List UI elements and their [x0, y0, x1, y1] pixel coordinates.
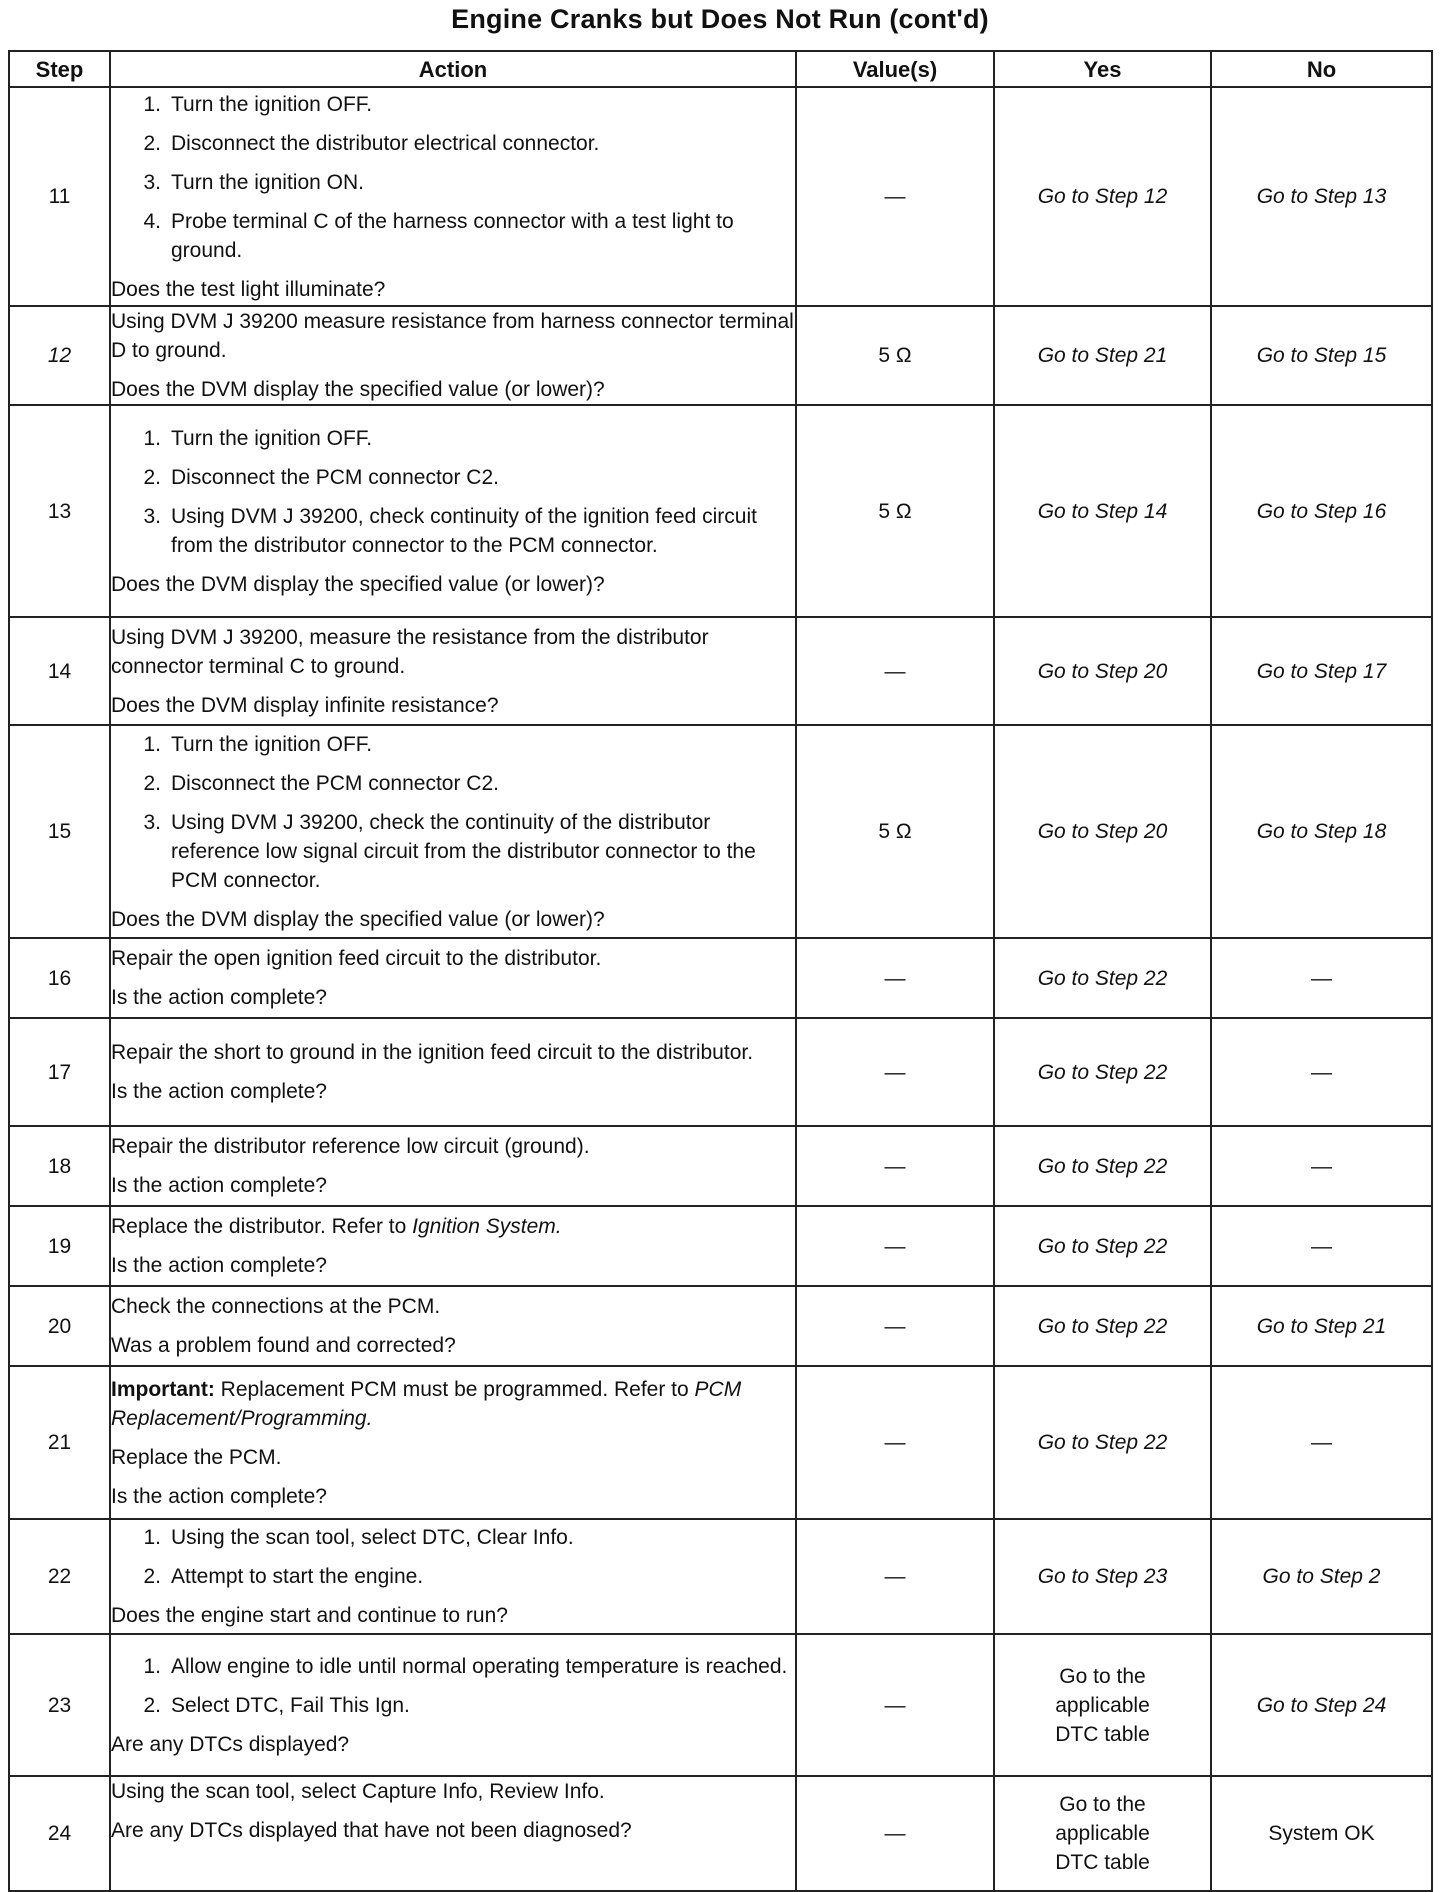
header-yes: Yes	[994, 51, 1211, 87]
header-action: Action	[110, 51, 796, 87]
question-text: Does the DVM display the specified value (or lower)?	[111, 907, 605, 931]
list-item: 1. Allow engine to idle until normal operating temperature is reached.	[143, 1654, 788, 1678]
question-text: Does the engine start and continue to run?	[111, 1604, 508, 1627]
step-number: 22	[9, 1519, 110, 1634]
yes-cell	[994, 1519, 1211, 1634]
no-action: —	[1311, 966, 1332, 990]
action-cell	[110, 87, 796, 306]
value-cell: —	[796, 1206, 994, 1286]
no-cell	[1211, 1519, 1432, 1634]
list-item: 2. Disconnect the distributor electrical connector.	[143, 131, 600, 155]
action-cell	[110, 306, 796, 405]
list-item: 1. Turn the ignition OFF.	[143, 732, 373, 756]
table-row	[9, 1206, 1432, 1286]
yes-cell	[994, 1366, 1211, 1519]
yes-action: Go to Step 22	[1037, 1314, 1168, 1338]
yes-cell	[994, 1018, 1211, 1126]
table-row	[9, 1519, 1432, 1634]
list-item: 2. Disconnect the PCM connector C2.	[143, 465, 499, 489]
no-action: Go to Step 18	[1256, 820, 1387, 843]
no-action: —	[1311, 1431, 1332, 1454]
list-item: 1. Turn the ignition OFF.	[143, 426, 373, 450]
action-cell	[110, 1634, 796, 1776]
yes-cell	[994, 1126, 1211, 1206]
action-cell	[110, 1286, 796, 1366]
question-text: Was a problem found and corrected?	[111, 1334, 456, 1357]
action-text: Using DVM J 39200, measure the resistance from the distributor connector terminal C to ground.	[111, 625, 709, 678]
no-cell	[1211, 1776, 1432, 1891]
table-row	[9, 1126, 1432, 1206]
question-text: Is the action complete?	[111, 1174, 327, 1197]
no-cell	[1211, 617, 1432, 725]
list-item: 1. Using the scan tool, select DTC, Clear Info.	[143, 1526, 574, 1549]
step-number: 16	[9, 938, 110, 1018]
header-values: Value(s)	[796, 51, 994, 87]
question-text: Are any DTCs displayed that have not been diagnosed?	[111, 1819, 632, 1842]
step-number: 14	[9, 617, 110, 725]
yes-action-line: Go to the	[1059, 1793, 1146, 1816]
no-cell	[1211, 1126, 1432, 1206]
action-cell	[110, 1018, 796, 1126]
yes-cell	[994, 1634, 1211, 1776]
yes-action: Go to Step 20	[1037, 820, 1168, 843]
no-action: —	[1311, 1234, 1332, 1258]
step-number: 19	[9, 1206, 110, 1286]
table-row	[9, 1366, 1432, 1519]
list-item: 2. Select DTC, Fail This Ign.	[143, 1693, 410, 1717]
no-action: System OK	[1268, 1822, 1375, 1845]
table-row	[9, 405, 1432, 617]
action-cell	[110, 938, 796, 1018]
yes-cell	[994, 405, 1211, 617]
header-row	[9, 51, 1432, 87]
question-text: Is the action complete?	[111, 986, 327, 1009]
action-text: Repair the distributor reference low circuit (ground).	[111, 1135, 590, 1158]
diagnostic-table	[8, 50, 1433, 1892]
yes-cell	[994, 306, 1211, 405]
yes-action-line: DTC table	[1055, 1722, 1150, 1746]
no-cell	[1211, 1286, 1432, 1366]
action-cell	[110, 1126, 796, 1206]
step-number: 15	[9, 725, 110, 938]
action-text: Replace the PCM.	[111, 1445, 282, 1469]
table-row	[9, 1018, 1432, 1126]
value-cell: —	[796, 617, 994, 725]
no-action: Go to Step 15	[1256, 344, 1387, 367]
no-action: Go to Step 21	[1256, 1314, 1387, 1338]
yes-action: Go to Step 23	[1037, 1565, 1168, 1588]
no-action: Go to Step 13	[1256, 185, 1387, 208]
table-row	[9, 1286, 1432, 1366]
no-cell	[1211, 725, 1432, 938]
header-step: Step	[9, 51, 110, 87]
no-action: Go to Step 16	[1256, 499, 1387, 523]
important-note: Important: Replacement PCM must be programmed. Refer to PCM Replacement/Programming.	[111, 1377, 742, 1430]
action-text: Check the connections at the PCM.	[111, 1295, 441, 1318]
no-action: —	[1311, 1154, 1332, 1178]
action-text: Using DVM J 39200 measure resistance from harness connector terminal D to ground.	[111, 310, 794, 362]
value-cell: —	[796, 87, 994, 306]
step-number: 20	[9, 1286, 110, 1366]
step-number: 24	[9, 1776, 110, 1891]
yes-cell	[994, 617, 1211, 725]
value-cell: 5 Ω	[796, 725, 994, 938]
question-text: Is the action complete?	[111, 1484, 327, 1508]
question-text: Does the DVM display the specified value (or lower)?	[111, 572, 605, 596]
yes-cell	[994, 938, 1211, 1018]
yes-action: Go to Step 12	[1037, 185, 1168, 208]
list-item: 3. Using DVM J 39200, check continuity of the ignition feed circuit from the distributor connector to the PCM connector.	[143, 504, 757, 557]
value-cell: —	[796, 1519, 994, 1634]
action-cell	[110, 1206, 796, 1286]
no-cell	[1211, 1206, 1432, 1286]
step-number: 13	[9, 405, 110, 617]
step-number: 17	[9, 1018, 110, 1126]
action-text: Repair the open ignition feed circuit to the distributor.	[111, 947, 602, 970]
action-cell	[110, 1366, 796, 1519]
table-row	[9, 938, 1432, 1018]
action-text: Repair the short to ground in the ignition feed circuit to the distributor.	[111, 1041, 754, 1064]
list-item: 3. Using DVM J 39200, check the continuity of the distributor reference low signal circuit from the distributor connector to the PCM connector.	[143, 810, 756, 892]
yes-cell	[994, 1286, 1211, 1366]
yes-action: Go to Step 22	[1037, 966, 1168, 990]
no-cell	[1211, 306, 1432, 405]
yes-cell	[994, 725, 1211, 938]
no-action: —	[1311, 1060, 1332, 1084]
yes-action-line: Go to the	[1059, 1664, 1146, 1688]
question-text: Is the action complete?	[111, 1254, 327, 1277]
value-cell: 5 Ω	[796, 405, 994, 617]
step-number: 18	[9, 1126, 110, 1206]
action-text: Replace the distributor. Refer to Ignition System.	[111, 1215, 562, 1238]
table-row	[9, 725, 1432, 938]
step-number: 23	[9, 1634, 110, 1776]
no-cell	[1211, 87, 1432, 306]
value-cell: —	[796, 1286, 994, 1366]
yes-action-line: applicable	[1055, 1693, 1150, 1717]
list-item: 4. Probe terminal C of the harness connector with a test light to ground.	[143, 209, 734, 262]
value-cell: —	[796, 938, 994, 1018]
question-text: Are any DTCs displayed?	[111, 1732, 350, 1756]
reference-link: Ignition System.	[412, 1215, 562, 1238]
question-text: Does the DVM display the specified value (or lower)?	[111, 378, 605, 401]
step-number: 21	[9, 1366, 110, 1519]
table-row	[9, 1634, 1432, 1776]
yes-action: Go to Step 14	[1037, 499, 1168, 523]
action-text: Using the scan tool, select Capture Info, Review Info.	[111, 1780, 605, 1803]
yes-cell	[994, 87, 1211, 306]
value-cell: —	[796, 1018, 994, 1126]
yes-action: Go to Step 22	[1037, 1234, 1168, 1258]
no-cell	[1211, 1366, 1432, 1519]
yes-action: Go to Step 22	[1037, 1060, 1168, 1084]
action-cell	[110, 617, 796, 725]
yes-action-line: DTC table	[1055, 1851, 1150, 1874]
yes-cell	[994, 1206, 1211, 1286]
header-no: No	[1211, 51, 1432, 87]
step-number: 12	[9, 306, 110, 405]
list-item: 2. Attempt to start the engine.	[143, 1565, 424, 1588]
yes-action-line: applicable	[1055, 1822, 1150, 1845]
list-item: 2. Disconnect the PCM connector C2.	[143, 771, 499, 795]
yes-action: Go to Step 22	[1037, 1154, 1168, 1178]
no-cell	[1211, 1634, 1432, 1776]
action-cell	[110, 405, 796, 617]
step-number: 11	[9, 87, 110, 306]
list-item: 1. Turn the ignition OFF.	[143, 92, 373, 116]
table-row	[9, 306, 1432, 405]
yes-action: Go to Step 20	[1037, 659, 1168, 683]
yes-action: Go to Step 22	[1037, 1431, 1168, 1454]
yes-action: Go to Step 21	[1037, 344, 1168, 367]
value-cell: —	[796, 1126, 994, 1206]
reference-link: PCM Replacement/Programming.	[111, 1377, 742, 1430]
table-row	[9, 617, 1432, 725]
no-action: Go to Step 17	[1256, 659, 1387, 683]
table-row	[9, 87, 1432, 306]
value-cell: —	[796, 1366, 994, 1519]
no-action: Go to Step 24	[1256, 1693, 1387, 1717]
yes-cell	[994, 1776, 1211, 1891]
no-cell	[1211, 405, 1432, 617]
question-text: Is the action complete?	[111, 1080, 327, 1103]
table-row	[9, 1776, 1432, 1891]
no-cell	[1211, 1018, 1432, 1126]
list-item: 3. Turn the ignition ON.	[143, 170, 364, 194]
question-text: Does the test light illuminate?	[111, 277, 386, 301]
action-cell	[110, 1519, 796, 1634]
action-cell	[110, 1776, 796, 1891]
value-cell: —	[796, 1634, 994, 1776]
value-cell: —	[796, 1776, 994, 1891]
no-cell	[1211, 938, 1432, 1018]
no-action: Go to Step 2	[1262, 1565, 1381, 1588]
action-cell	[110, 725, 796, 938]
value-cell: 5 Ω	[796, 306, 994, 405]
question-text: Does the DVM display infinite resistance?	[111, 693, 499, 717]
page-title: Engine Cranks but Does Not Run (cont'd)	[451, 4, 989, 34]
